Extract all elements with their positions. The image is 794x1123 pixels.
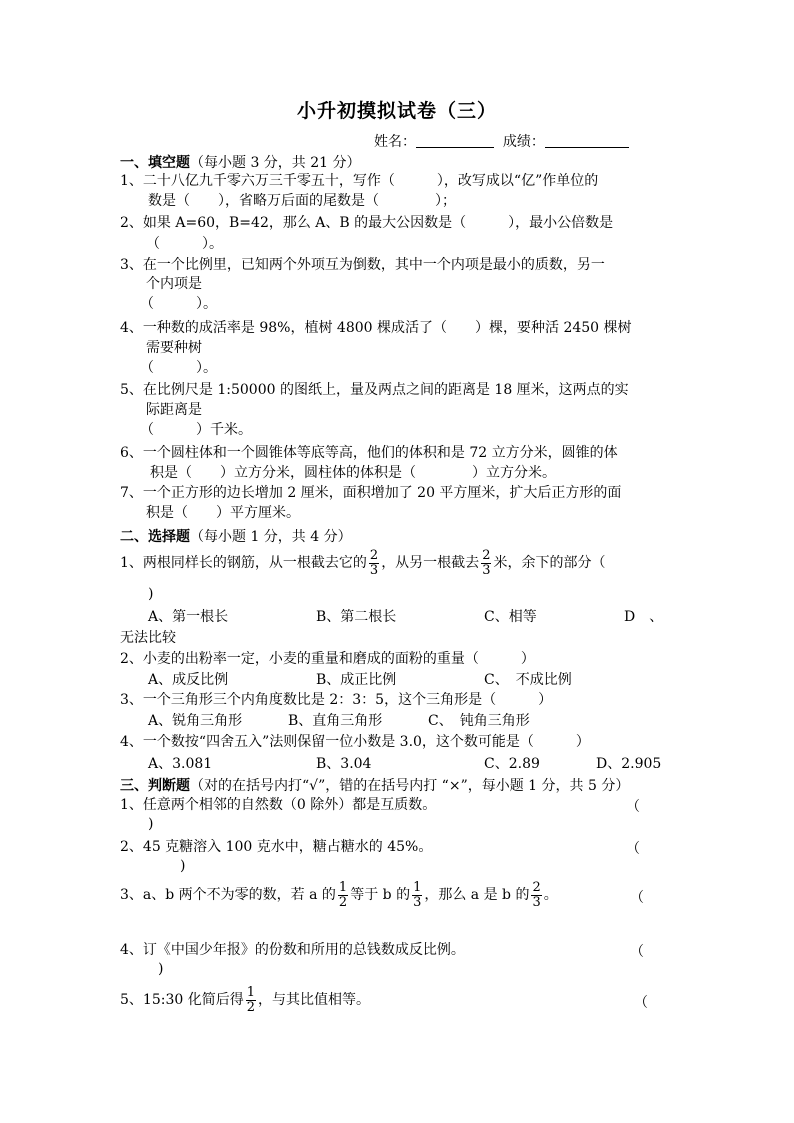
fill-q4-line1: 4、一种数的成活率是 98%，植树 4800 棵成活了（ ）棵，要种活 2450 棵树	[120, 320, 632, 336]
fill-q4-line2: 需要种树	[146, 340, 202, 356]
judge-q1-open-paren[interactable]: （	[626, 799, 640, 815]
section-title: 二、选择题	[120, 529, 190, 545]
fill-q3-line2: 个内项是	[146, 276, 202, 292]
fraction	[246, 986, 256, 1015]
judge-q2: 2、45 克糖溶入 100 克水中，糖占糖水的 45%。	[120, 839, 433, 855]
judge-q1-close-paren: )	[148, 816, 154, 832]
fraction-numerator: 1	[246, 984, 255, 1000]
choice-q1-text-c: 米，余下的部分（	[493, 555, 606, 571]
judge-q3-text-c: ，那么 a 是 b 的	[424, 887, 530, 903]
choice-q1-close: )	[148, 586, 154, 602]
fraction	[412, 881, 422, 910]
score-label: 成绩：	[502, 134, 545, 150]
fraction-numerator: 2	[482, 547, 491, 563]
choice-q1-option-d-tail: 无法比较	[120, 630, 176, 646]
judge-q5	[120, 983, 370, 1017]
fraction-denominator: 3	[369, 562, 379, 578]
judge-q4-close-paren: )	[158, 961, 164, 977]
choice-q3-option-b[interactable]: B、直角三角形	[288, 713, 383, 729]
choice-q2-option-b[interactable]: B、成正比例	[316, 672, 397, 688]
fill-q3-line3: （ ）。	[140, 296, 217, 312]
fraction-denominator: 3	[482, 562, 491, 578]
fraction	[531, 881, 541, 910]
judge-q2-close-paren: )	[180, 858, 186, 874]
fill-q2-line2: （ ）。	[146, 236, 223, 252]
choice-q2-option-a[interactable]: A、成反比例	[148, 672, 229, 688]
choice-q4-option-b[interactable]: B、3.04	[316, 756, 372, 772]
name-label: 姓名：	[374, 134, 416, 150]
fraction-denominator: 2	[338, 894, 348, 910]
fill-q6-line2: 积是（ ）立方分米，圆柱体的体积是（ ）立方分米。	[150, 465, 556, 481]
judge-q3-text-d: 。	[543, 887, 558, 903]
fill-q1-line1: 1、二十八亿九千零六万三千零五十，写作（ ），改写成以“亿”作单位的	[120, 173, 599, 189]
score-blank[interactable]	[545, 133, 629, 148]
fill-q5-line3: （ ）千米。	[140, 422, 252, 438]
choice-q4-option-c[interactable]: C、2.89	[484, 756, 540, 772]
fill-q3-line1: 3、在一个比例里，已知两个外项互为倒数，其中一个内项是最小的质数，另一	[120, 257, 605, 273]
page-title: 小升初摸拟试卷（三）	[296, 100, 497, 122]
fill-q5-line2: 际距离是	[146, 402, 202, 418]
choice-q3-option-c[interactable]: C、 钝角三角形	[428, 713, 530, 729]
choice-q1-text-b: ，从另一根截去	[381, 555, 480, 571]
choice-q2-option-c[interactable]: C、 不成比例	[484, 672, 572, 688]
section-judge-heading	[120, 775, 629, 795]
judge-q2-open-paren[interactable]: （	[626, 841, 640, 857]
section-note: （每小题 3 分，共 21 分）	[190, 155, 361, 171]
section-choice-heading	[120, 526, 352, 546]
judge-q4: 4、订《中国少年报》的份数和所用的总钱数成反比例。	[120, 942, 465, 958]
judge-q3-open-paren[interactable]: （	[630, 890, 644, 906]
choice-q4-option-d[interactable]: D、2.905	[596, 756, 662, 772]
fill-q4-line3: （ ）。	[140, 360, 217, 376]
fraction-denominator: 3	[532, 894, 541, 910]
fraction-denominator: 3	[413, 894, 422, 910]
student-info	[374, 131, 629, 151]
fraction	[369, 549, 379, 578]
fraction-numerator: 2	[532, 879, 541, 895]
choice-q4: 4、一个数按“四舍五入”法则保留一位小数是 3.0，这个数可能是（ ）	[120, 734, 590, 750]
choice-q1-text-a: 1、两根同样长的钢筋，从一根截去它的	[120, 555, 367, 571]
choice-q1	[120, 546, 605, 580]
choice-q4-option-a[interactable]: A、3.081	[148, 756, 213, 772]
fill-q5-line1: 5、在比例尺是 1:50000 的图纸上，量及两点之间的距离是 18 厘米，这两点的实	[120, 382, 629, 398]
fill-q1-line2: 数是（ ），省略万后面的尾数是（ ）；	[148, 193, 456, 209]
judge-q5-text-a: 5、15:30 化简后得	[120, 992, 244, 1008]
choice-q3-option-a[interactable]: A、锐角三角形	[148, 713, 243, 729]
fraction-numerator: 2	[369, 547, 379, 563]
judge-q5-text-b: ，与其比值相等。	[257, 992, 370, 1008]
choice-q3: 3、一个三角形三个内角度数比是 2：3：5，这个三角形是（ ）	[120, 692, 553, 708]
choice-q1-option-a[interactable]: A、第一根长	[148, 609, 229, 625]
section-note: （对的在括号内打“√”，错的在括号内打 “×”，每小题 1 分，共 5 分）	[190, 778, 630, 794]
fill-q7-line2: 积是（ ）平方厘米。	[146, 505, 300, 521]
fill-q2-line1: 2、如果 A=60，B=42，那么 A、B 的最大公因数是（ ），最小公倍数是	[120, 215, 614, 231]
fraction-numerator: 1	[338, 879, 348, 895]
fraction	[481, 549, 491, 578]
section-title: 三、判断题	[120, 778, 190, 794]
judge-q1: 1、任意两个相邻的自然数（0 除外）都是互质数。	[120, 797, 437, 813]
choice-q1-option-c[interactable]: C、相等	[484, 609, 537, 625]
judge-q3	[120, 878, 558, 912]
choice-q1-option-b[interactable]: B、第二根长	[316, 609, 397, 625]
choice-q1-option-d[interactable]: D 、	[624, 609, 664, 625]
fraction-denominator: 2	[246, 999, 255, 1015]
name-blank[interactable]	[416, 133, 494, 148]
judge-q4-open-paren[interactable]: （	[630, 944, 644, 960]
section-title: 一、填空题	[120, 155, 190, 171]
judge-q3-text-a: 3、a、b 两个不为零的数，若 a 的	[120, 887, 336, 903]
fraction-numerator: 1	[413, 879, 422, 895]
section-note: （每小题 1 分，共 4 分）	[190, 529, 352, 545]
fill-q7-line1: 7、一个正方形的边长增加 2 厘米，面积增加了 20 平方厘米，扩大后正方形的面	[120, 485, 622, 501]
fill-q6-line1: 6、一个圆柱体和一个圆锥体等底等高，他们的体积和是 72 立方分米，圆锥的体	[120, 445, 618, 461]
fraction	[338, 881, 348, 910]
choice-q2: 2、小麦的出粉率一定，小麦的重量和磨成的面粉的重量（ ）	[120, 651, 535, 667]
judge-q5-open-paren[interactable]: （	[634, 995, 648, 1011]
judge-q3-text-b: 等于 b 的	[350, 887, 411, 903]
section-fill-heading	[120, 152, 361, 172]
